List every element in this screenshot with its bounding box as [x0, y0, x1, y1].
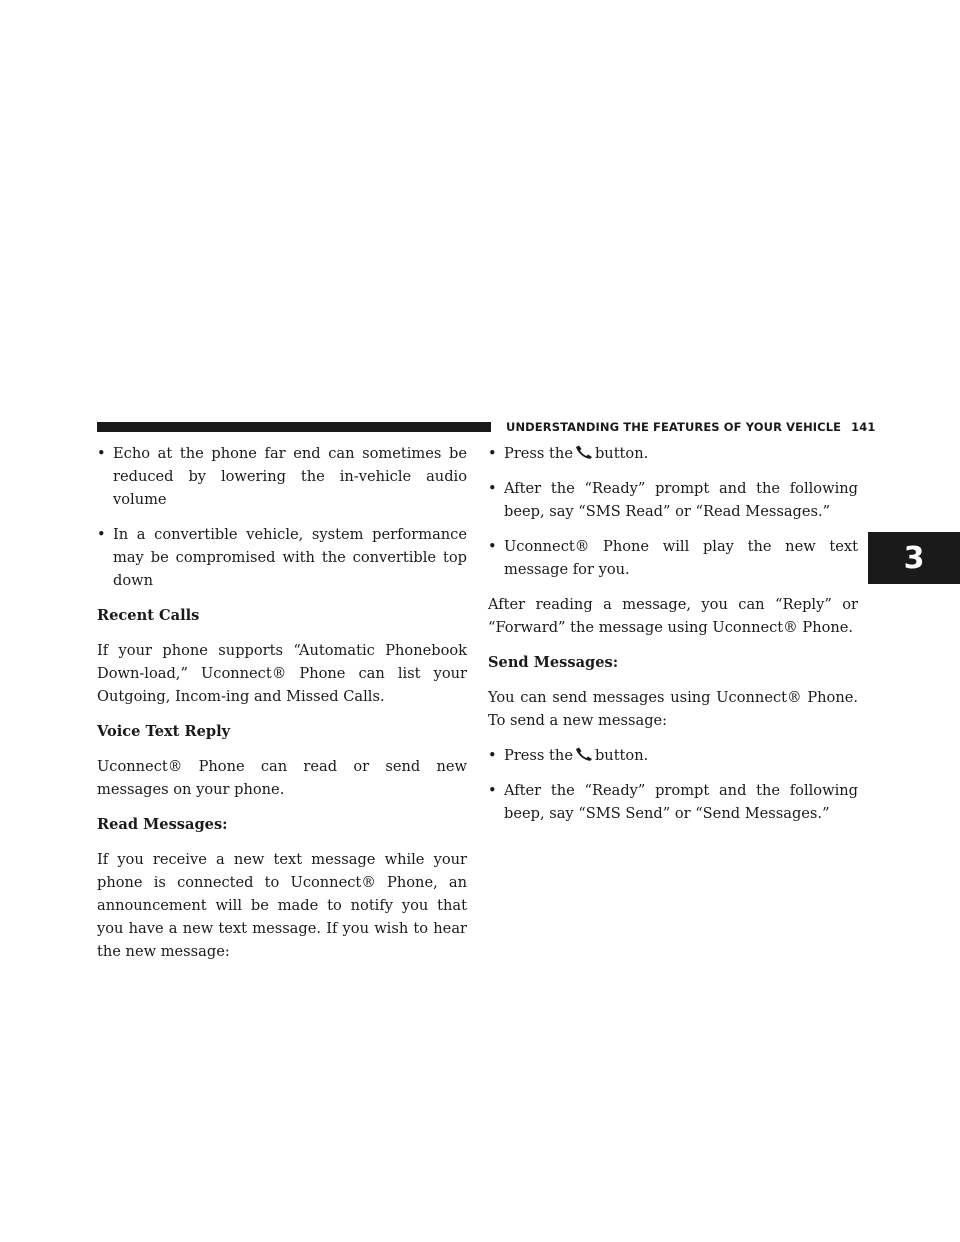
left-column	[97, 442, 467, 975]
bullet-dot	[488, 442, 504, 465]
bullet-text: After the “Ready” prompt and the following beep, say “SMS Send” or “Send Messages.”	[504, 782, 858, 822]
bullet-item	[488, 779, 858, 825]
recent-calls-heading: Recent Calls	[97, 607, 200, 624]
read-messages-paragraph: If you receive a new text message while your phone is connected to Uconnect® Phone, an announcement will be made to notify you that you have a new text message. If you wish to hear the new message:	[97, 851, 467, 960]
bullet-dot	[488, 535, 504, 558]
bullet-dot	[97, 523, 113, 546]
chapter-tab: 3	[868, 532, 960, 584]
bullet-item	[488, 442, 858, 465]
bullet-dot	[97, 442, 113, 465]
bullet-text: Echo at the phone far end can sometimes be reduced by lowering the in-vehicle audio volume	[113, 445, 467, 508]
bullet-dot	[488, 477, 504, 500]
bullet-item	[97, 442, 467, 511]
send-messages-paragraph: You can send messages using Uconnect® Phone. To send a new message:	[488, 689, 858, 729]
bullet-dot	[488, 779, 504, 802]
bullet-item	[488, 744, 858, 767]
send-messages-heading: Send Messages:	[488, 654, 619, 671]
phone-icon	[575, 747, 593, 761]
bullet-item	[488, 477, 858, 523]
running-header	[506, 418, 876, 436]
bullet-text: After the “Ready” prompt and the following beep, say “SMS Read” or “Read Messages.”	[504, 480, 858, 520]
bullet-text: Uconnect® Phone will play the new text message for you.	[504, 538, 858, 578]
bullet-text-prefix: Press the	[504, 747, 573, 764]
bullet-text-suffix: button.	[594, 747, 649, 764]
bullet-item	[488, 535, 858, 581]
after-reading-paragraph: After reading a message, you can “Reply” or “Forward” the message using Uconnect® Phone.	[488, 596, 858, 636]
bullet-text: In a convertible vehicle, system performance may be compromised with the convertible top down	[113, 526, 467, 589]
header-title: UNDERSTANDING THE FEATURES OF YOUR VEHICLE	[506, 420, 842, 434]
bullet-item	[97, 523, 467, 592]
read-messages-heading: Read Messages:	[97, 816, 228, 833]
voice-text-reply-paragraph: Uconnect® Phone can read or send new messages on your phone.	[97, 758, 467, 798]
page-number: 141	[851, 420, 876, 434]
bullet-text-suffix: button.	[594, 445, 649, 462]
voice-text-reply-heading: Voice Text Reply	[97, 723, 231, 740]
right-column	[488, 442, 858, 837]
bullet-dot	[488, 744, 504, 767]
header-rule	[97, 422, 491, 432]
phone-icon	[575, 445, 593, 459]
recent-calls-paragraph: If your phone supports “Automatic Phonebook Down-load,” Uconnect® Phone can list your Outgoing, Incom-ing and Missed Calls.	[97, 642, 467, 705]
bullet-text-prefix: Press the	[504, 445, 573, 462]
